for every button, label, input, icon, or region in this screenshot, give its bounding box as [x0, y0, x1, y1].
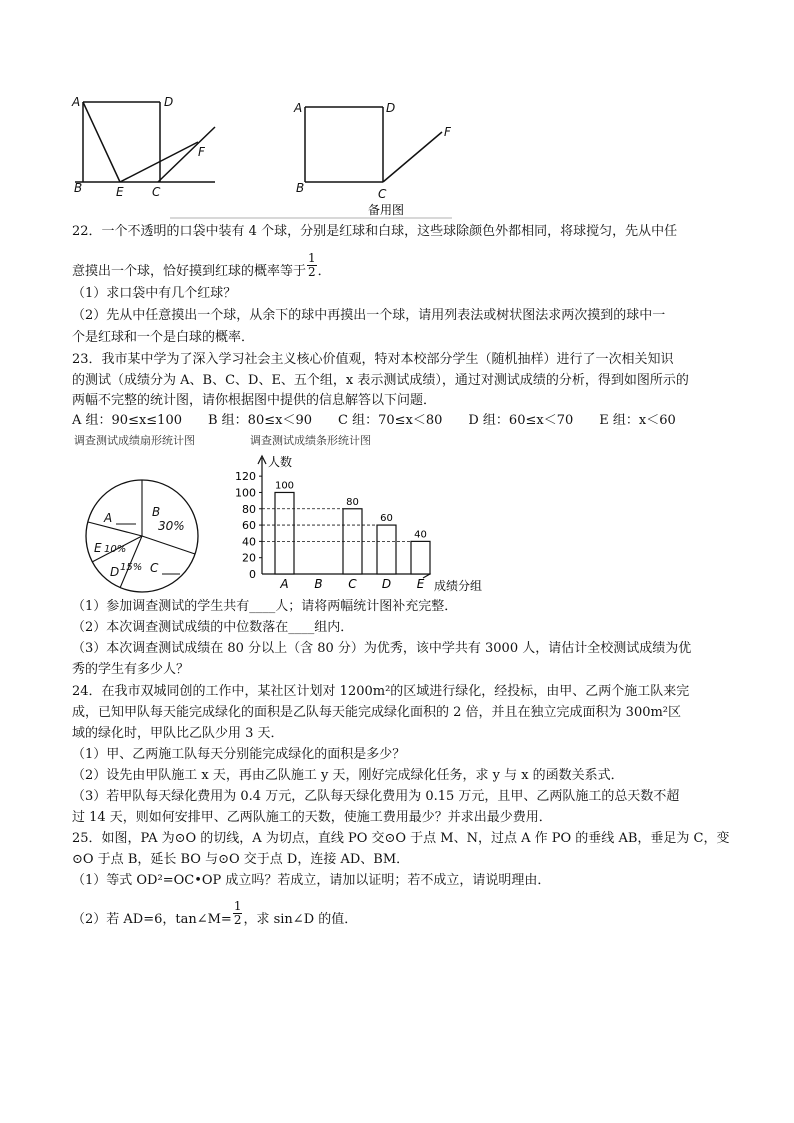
bar-chart-title: 调查测试成绩条形统计图 — [250, 434, 371, 447]
pie-label-D: D — [110, 565, 120, 579]
label-D2: D — [386, 101, 396, 115]
bar-A — [275, 492, 294, 574]
y-axis-label: 人数 — [268, 455, 293, 469]
q23-part2: （2）本次调查测试成绩的中位数落在____组内． — [72, 620, 354, 635]
frac-denominator: 2 — [308, 265, 316, 279]
bar-chart — [225, 450, 500, 598]
q22-part2b: 个是红球和一个是白球的概率． — [72, 330, 255, 345]
pie-chart-title: 调查测试成绩扇形统计图 — [74, 434, 195, 447]
q25-line1: 25．如图，PA 为⊙O 的切线，A 为切点，直线 PO 交⊙O 于点 M、N，过点 A 作 PO 的垂线 AB，垂足为 C，变 — [72, 831, 730, 846]
frac-numerator: 1 — [308, 251, 316, 265]
q23-part3b: 秀的学生有多少人？ — [72, 662, 190, 677]
pie-pct-D: 15% — [120, 562, 143, 573]
bar-D — [377, 525, 396, 574]
bar-value-label: 80 — [346, 496, 359, 508]
y-tick-label: 20 — [242, 551, 256, 565]
label-A2: A — [294, 101, 303, 115]
label-F2: F — [444, 125, 451, 139]
x-axis-label: 成绩分组 — [434, 579, 483, 593]
q24-part1: （1）甲、乙两施工队每天分别能完成绿化的面积是多少？ — [72, 747, 406, 762]
q22-text-end: ． — [317, 264, 331, 279]
y-tick-label: 60 — [242, 519, 256, 533]
label-C: C — [152, 185, 161, 199]
pie-pct-E: 10% — [104, 544, 127, 555]
bar-E — [411, 541, 430, 574]
q23-line2: 的测试（成绩分为 A、B、C、D、E、五个组，x 表示测试成绩），通过对测试成绩的分析，得到如图所示的 — [72, 373, 689, 388]
x-tick-label: D — [381, 577, 392, 591]
bar-value-label: 60 — [380, 513, 393, 525]
label-F: F — [198, 145, 205, 159]
q23-part1: （1）参加调查测试的学生共有____人；请将两幅统计图补充完整． — [72, 599, 458, 614]
q23-line1: 23．我市某中学为了深入学习社会主义核心价值观，特对本校部分学生（随机抽样）进行了一次相关知识 — [72, 352, 674, 367]
q24-line1: 24．在我市双城同创的工作中，某社区计划对 1200m²的区域进行绿化，经投标，由甲、乙两个施工队来完 — [72, 684, 690, 699]
q25-part2 — [72, 899, 358, 933]
q24-part2: （2）设先由甲队施工 x 天，再由乙队施工 y 天，刚好完成绿化任务，求 y 与 x 的函数关系式． — [72, 768, 624, 783]
q23-part3a: （3）本次调查测试成绩在 80 分以上（含 80 分）为优秀，该中学共有 3000 人，请估计全校测试成绩为优 — [72, 641, 692, 656]
fraction — [233, 900, 243, 927]
pie-label-B: B — [152, 505, 161, 519]
q22-line2 — [72, 251, 331, 285]
x-tick-label: E — [416, 577, 425, 591]
x-tick-label: B — [314, 577, 323, 591]
q25-part2-text: （2）若 AD=6，tan∠M= — [72, 912, 232, 927]
label-C2: C — [378, 187, 387, 201]
q25-part2-end: ，求 sin∠D 的值． — [243, 912, 358, 927]
figure-caption: 备用图 — [368, 203, 405, 217]
q24-line2: 成，已知甲队每天能完成绿化的面积是乙队每天能完成绿化面积的 2 倍，并且在独立完成面积为 300m²区 — [72, 705, 682, 720]
y-tick-label: 120 — [235, 470, 256, 484]
y-tick-label: 40 — [242, 535, 256, 549]
x-tick-label: C — [348, 577, 357, 591]
pie-label-E: E — [94, 541, 102, 555]
q22-part2a: （2）先从中任意摸出一个球，从余下的球中再摸出一个球，请用列表法或树状图法求两次摸到的球中一 — [72, 308, 666, 323]
pie-label-A: A — [104, 511, 113, 525]
q25-part1: （1）等式 OD²=OC•OP 成立吗？若成立，请加以证明；若不成立，请说明理由． — [72, 873, 551, 888]
frac-numerator: 1 — [233, 899, 242, 913]
y-tick-label: 100 — [235, 486, 256, 500]
bar-value-label: 100 — [274, 480, 295, 492]
y-tick-label: 80 — [242, 502, 256, 516]
x-tick-label: A — [280, 577, 289, 591]
q24-part3b: 过 14 天，则如何安排甲、乙两队施工的天数，使施工费用最少？并求出最少费用． — [72, 810, 552, 825]
q22-line1: 22．一个不透明的口袋中装有 4 个球，分别是红球和白球，这些球除颜色外都相同，将球搅匀，先从中任 — [72, 224, 678, 239]
pie-pct-B: 30% — [158, 519, 185, 533]
q24-part3a: （3）若甲队每天绿化费用为 0.4 万元，乙队每天绿化费用为 0.15 万元，且甲、乙两队施工的总天数不超 — [72, 789, 680, 804]
pie-label-C: C — [150, 561, 159, 575]
q22-part1: （1）求口袋中有几个红球？ — [72, 286, 237, 301]
geometry-figure — [70, 92, 460, 222]
bar-value-label: 40 — [414, 529, 427, 541]
q22-text: 意摸出一个球，恰好摸到红球的概率等于 — [72, 264, 307, 279]
pie-chart — [80, 478, 210, 598]
frac-denominator: 2 — [233, 913, 242, 927]
label-A: A — [72, 95, 81, 109]
label-D: D — [164, 95, 174, 109]
right-figure — [305, 107, 442, 182]
q25-line2: ⊙O 于点 B，延长 BO 与⊙O 交于点 D，连接 AD、BM． — [72, 852, 410, 867]
left-figure — [75, 102, 215, 182]
q23-groups: A 组：90≤x≤100 B 组：80≤x＜90 C 组：70≤x＜80 D 组：60≤x＜70 E 组：x＜60 — [72, 413, 676, 428]
label-E: E — [116, 185, 124, 199]
label-B2: B — [296, 181, 305, 195]
q23-line3: 两幅不完整的统计图，请你根据图中提供的信息解答以下问题． — [72, 393, 437, 408]
q24-line3: 域的绿化时，甲队比乙队少用 3 天． — [72, 726, 284, 741]
fraction — [307, 252, 317, 279]
y-tick-label: 0 — [249, 568, 256, 581]
pie-divider-bc — [142, 536, 195, 554]
label-B: B — [74, 181, 83, 195]
